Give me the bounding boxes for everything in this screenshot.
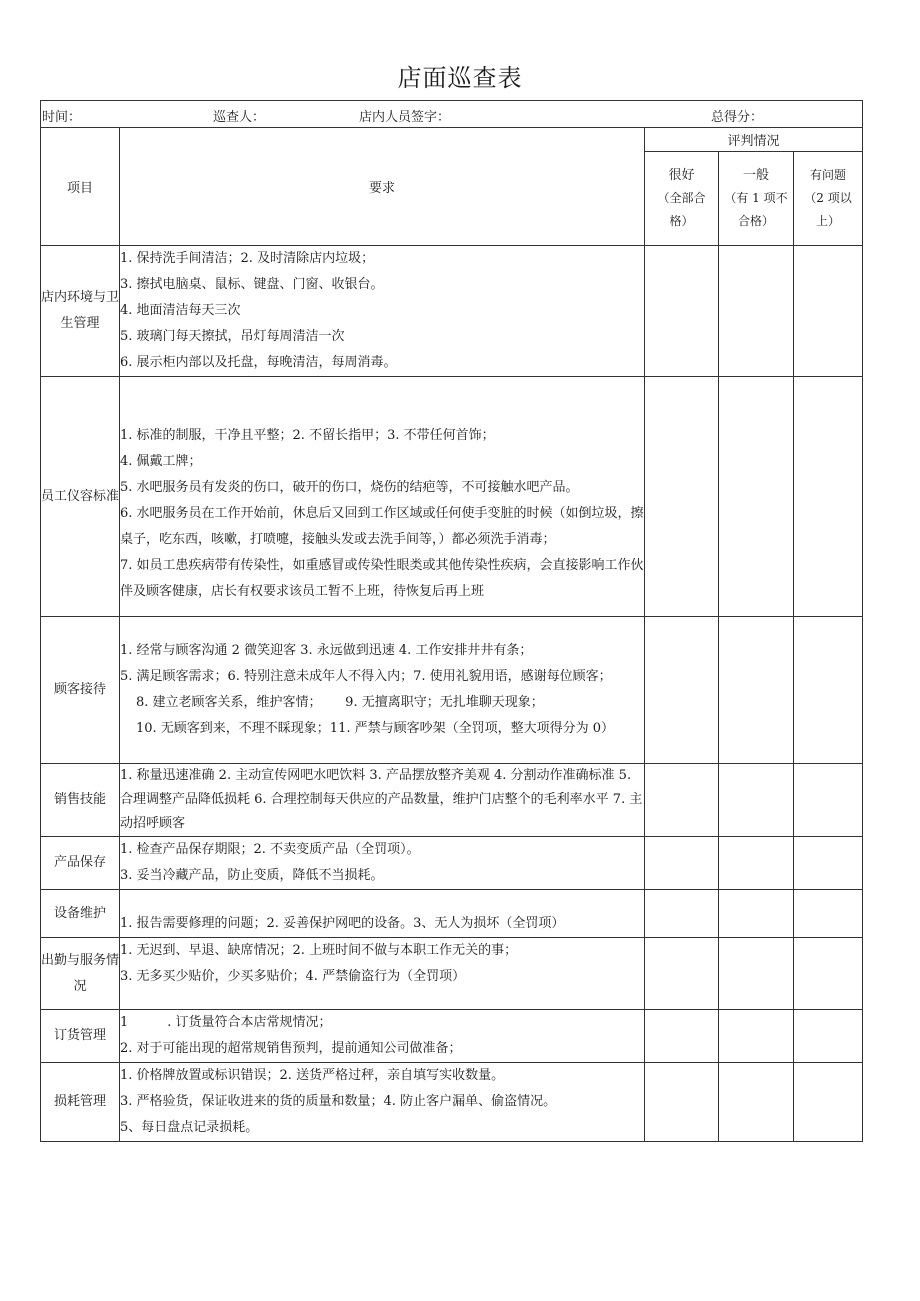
problem-score-cell[interactable] bbox=[794, 938, 863, 1010]
table-row bbox=[41, 837, 863, 890]
good-score-cell[interactable] bbox=[645, 1010, 719, 1063]
item-cell: 店内环境与卫生管理 bbox=[41, 246, 120, 377]
problem-score-cell[interactable] bbox=[794, 617, 863, 764]
item-cell: 损耗管理 bbox=[41, 1063, 120, 1142]
problem-score-cell[interactable] bbox=[794, 764, 863, 837]
good-score-cell[interactable] bbox=[645, 764, 719, 837]
inspection-table bbox=[40, 100, 863, 1142]
item-header: 项目 bbox=[41, 128, 120, 246]
table-row bbox=[41, 377, 863, 617]
table-row bbox=[41, 1010, 863, 1063]
table-row bbox=[41, 617, 863, 764]
inspector-label: 巡查人： bbox=[213, 110, 266, 125]
header-row bbox=[41, 128, 863, 152]
requirement-cell: 1. 价格牌放置或标识错误；2. 送货严格过秤，亲自填写实收数量。 3. 严格验货，保证收进来的货的质量和数量；4. 防止客户漏单、偷盗情况。 5、每日盘点记录损耗。 bbox=[120, 1063, 645, 1142]
good-score-cell[interactable] bbox=[645, 1063, 719, 1142]
item-cell: 订货管理 bbox=[41, 1010, 120, 1063]
item-cell: 顾客接待 bbox=[41, 617, 120, 764]
staff-sign-label: 店内人员签字： bbox=[359, 110, 451, 125]
requirement-cell: 1. 无迟到、早退、缺席情况；2. 上班时间不做与本职工作无关的事； 3. 无多买少贴价，少买多贴价；4. 严禁偷盗行为（全罚项） bbox=[120, 938, 645, 1010]
average-score-cell[interactable] bbox=[719, 1063, 794, 1142]
table-row bbox=[41, 1063, 863, 1142]
good-score-cell[interactable] bbox=[645, 246, 719, 377]
requirement-cell: 1. 保持洗手间清洁；2. 及时清除店内垃圾； 3. 擦拭电脑桌、鼠标、键盘、门窗、收银台。 4. 地面清洁每天三次 5. 玻璃门每天擦拭，吊灯每周清洁一次 6. 展示柜内部以及托盘，每晚清洁，每周消毒。 bbox=[120, 246, 645, 377]
good-score-cell[interactable] bbox=[645, 377, 719, 617]
table-row bbox=[41, 938, 863, 1010]
table-row bbox=[41, 890, 863, 938]
average-score-cell[interactable] bbox=[719, 938, 794, 1010]
item-cell: 员工仪容标准 bbox=[41, 377, 120, 617]
item-cell: 销售技能 bbox=[41, 764, 120, 837]
problem-score-cell[interactable] bbox=[794, 1010, 863, 1063]
problem-header: 有问题 （2 项以 上） bbox=[794, 152, 863, 246]
problem-score-cell[interactable] bbox=[794, 377, 863, 617]
item-cell: 产品保存 bbox=[41, 837, 120, 890]
good-header: 很好 （全部合 格） bbox=[645, 152, 719, 246]
requirement-cell: 1. 经常与顾客沟通 2 微笑迎客 3. 永远做到迅速 4. 工作安排井井有条； 5. 满足顾客需求；6. 特别注意未成年人不得入内；7. 使用礼貌用语，感谢每位顾客； 8. 建立老顾客关系，维护客情； 9. 无擅离职守；无扎堆聊天现象； 10. 无顾客到来，不理不睬现象；11. 严禁与顾客吵架（全罚项，整大项得分为 0） bbox=[120, 617, 645, 764]
problem-score-cell[interactable] bbox=[794, 246, 863, 377]
requirement-cell: 1. 检查产品保存期限；2. 不卖变质产品（全罚项）。 3. 妥当冷藏产品，防止变质，降低不当损耗。 bbox=[120, 837, 645, 890]
average-score-cell[interactable] bbox=[719, 246, 794, 377]
item-cell: 出勤与服务情况 bbox=[41, 938, 120, 1010]
average-score-cell[interactable] bbox=[719, 764, 794, 837]
average-score-cell[interactable] bbox=[719, 837, 794, 890]
good-score-cell[interactable] bbox=[645, 938, 719, 1010]
requirement-cell: 1. 报告需要修理的问题；2. 妥善保护网吧的设备。3、无人为损坏（全罚项） bbox=[120, 890, 645, 938]
table-row bbox=[41, 246, 863, 377]
requirement-header: 要求 bbox=[120, 128, 645, 246]
requirement-cell: 1 . 订货量符合本店常规情况； 2. 对于可能出现的超常规销售预判，提前通知公司做准备； bbox=[120, 1010, 645, 1063]
average-score-cell[interactable] bbox=[719, 890, 794, 938]
average-score-cell[interactable] bbox=[719, 1010, 794, 1063]
page-title: 店面巡查表 bbox=[397, 64, 523, 92]
problem-score-cell[interactable] bbox=[794, 837, 863, 890]
requirement-cell: 1. 标准的制服，干净且平整；2. 不留长指甲；3. 不带任何首饰； 4. 佩戴工牌； 5. 水吧服务员有发炎的伤口，破开的伤口，烧伤的结疤等，不可接触水吧产品。 6. 水吧服务员在工作开始前，休息后又回到工作区域或任何使手变脏的时候（如倒垃圾，擦桌子，吃东西，咳嗽，打喷嚏，接触头发或去洗手间等，）都必须洗手消毒； 7. 如员工患疾病带有传染性，如重感冒或传染性眼类或其他传染性疾病，会直接影响工作伙伴及顾客健康，店长有权要求该员工暂不上班，待恢复后再上班 bbox=[120, 377, 645, 617]
total-score-label: 总得分： bbox=[711, 110, 764, 125]
good-score-cell[interactable] bbox=[645, 890, 719, 938]
requirement-cell: 1. 称量迅速准确 2. 主动宣传网吧水吧饮料 3. 产品摆放整齐美观 4. 分割动作准确标准 5. 合理调整产品降低损耗 6. 合理控制每天供应的产品数量，维护门店整个的毛利率水平 7. 主动招呼顾客 bbox=[120, 764, 645, 837]
average-score-cell[interactable] bbox=[719, 617, 794, 764]
problem-score-cell[interactable] bbox=[794, 890, 863, 938]
good-score-cell[interactable] bbox=[645, 617, 719, 764]
average-score-cell[interactable] bbox=[719, 377, 794, 617]
good-score-cell[interactable] bbox=[645, 837, 719, 890]
table-row bbox=[41, 764, 863, 837]
info-row bbox=[41, 101, 863, 128]
time-label: 时间： bbox=[42, 110, 82, 125]
average-header: 一般 （有 1 项不 合格） bbox=[719, 152, 794, 246]
evaluation-header: 评判情况 bbox=[645, 128, 863, 152]
problem-score-cell[interactable] bbox=[794, 1063, 863, 1142]
item-cell: 设备维护 bbox=[41, 890, 120, 938]
